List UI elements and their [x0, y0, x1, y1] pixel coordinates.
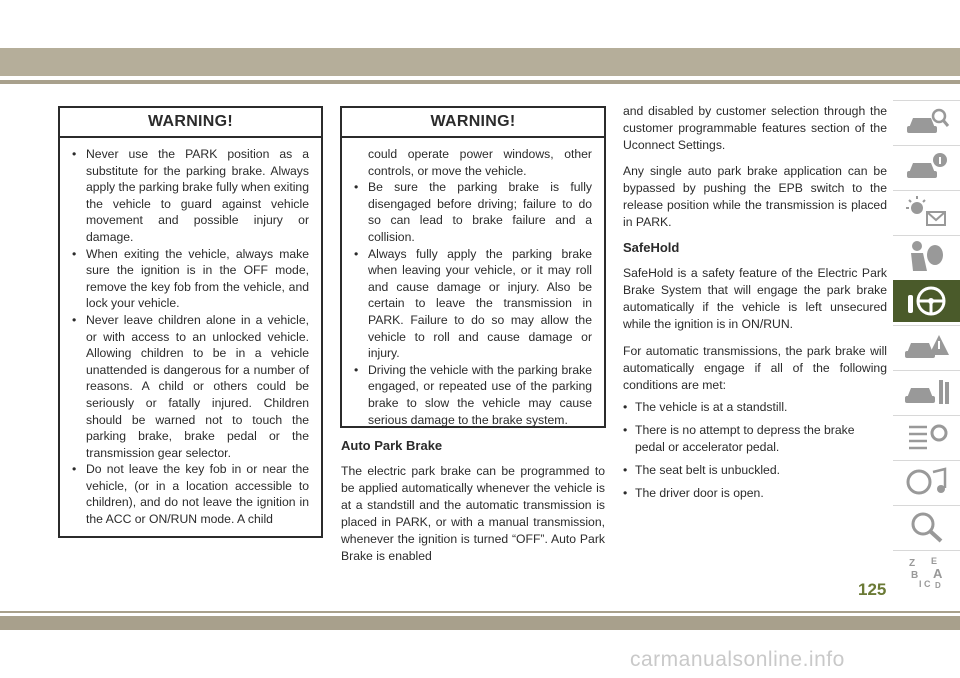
chapter-tabs	[893, 100, 960, 595]
auto-park-paragraph: The electric park brake can be programmed to be applied automatically whenever the vehicle is at a standstill and the automatic transmission is placed in PARK, or with a manual transmission, whenever the ignition is turned “OFF”. Auto Park Brake is enabled	[341, 464, 605, 563]
warning-list	[60, 146, 321, 528]
footer-band	[0, 616, 960, 630]
tab-technical-specs[interactable]	[893, 415, 960, 457]
warning-heading: WARNING!	[342, 108, 604, 138]
tab-index[interactable]	[893, 550, 960, 592]
steering-wheel-key-icon	[903, 283, 951, 319]
tab-instrument-panel[interactable]	[893, 190, 960, 232]
watermark: carmanualsonline.info	[630, 648, 845, 671]
warning-heading: WARNING!	[60, 108, 321, 138]
tab-getting-to-know[interactable]	[893, 100, 960, 142]
tab-customer-assistance[interactable]	[893, 505, 960, 547]
svg-text:E: E	[930, 555, 937, 566]
paragraph: Any single auto park brake application can be bypassed by pushing the EPB switch to the release position while the transmission is placed in PARK.	[623, 164, 887, 229]
warning-item: • Never use the PARK position as a substitute for the parking brake. Always apply the parking brake fully when exiting the vehicle to guard against vehicle movement and possible injury or damage.	[72, 146, 309, 246]
warning-item: • Be sure the parking brake is fully disengaged before driving; failure to do so can lead to brake failure and a collision.	[354, 179, 592, 245]
svg-text:Z: Z	[908, 557, 915, 569]
header-band	[0, 48, 960, 76]
svg-text:D: D	[934, 580, 941, 590]
paragraph: SafeHold is a safety feature of the Electric Park Brake System that will engage the park brake automatically if the vehicle is left unsecured while the ignition is in ON/RUN.	[623, 266, 887, 331]
condition-bullet: • The seat belt is unbuckled.	[623, 462, 887, 479]
warning-item: • Always fully apply the parking brake when leaving your vehicle, or it may roll and cause damage or injury. Also be certain to leave the transmission in PARK. Failure to do so may allow the vehicle to roll and cause damage or injury.	[354, 246, 592, 362]
car-warning-icon	[903, 329, 951, 365]
tab-in-case-of-emergency[interactable]	[893, 325, 960, 367]
paragraph: and disabled by customer selection through the customer programmable features section of the Uconnect Settings.	[623, 104, 887, 152]
warning-list	[342, 179, 604, 428]
car-tools-icon	[903, 374, 951, 410]
page-number: 125	[858, 580, 887, 599]
warning-item: • Driving the vehicle with the parking brake engaged, or repeated use of the parking brake to slow the vehicle may cause serious damage to the brake system.	[354, 362, 592, 428]
condition-bullet: • The driver door is open.	[623, 485, 887, 502]
tab-servicing[interactable]	[893, 370, 960, 412]
magnifier-icon	[903, 509, 951, 545]
condition-bullet: • There is no attempt to depress the brake pedal or accelerator pedal.	[623, 422, 887, 456]
tab-safety[interactable]	[893, 235, 960, 277]
condition-bullet: • The vehicle is at a standstill.	[623, 399, 887, 416]
tab-multimedia[interactable]	[893, 460, 960, 502]
middle-warning-box	[340, 106, 606, 428]
svg-text:I C: I C	[918, 578, 931, 589]
car-search-icon	[903, 104, 951, 140]
alphabet-index-icon	[903, 554, 951, 590]
media-music-icon	[903, 464, 951, 500]
left-warning-box	[58, 106, 323, 538]
paragraph: For automatic transmissions, the park brake will automatically engage if all of the following conditions are met:	[623, 344, 887, 392]
dashboard-lights-icon	[903, 194, 951, 230]
svg-text:A: A	[932, 565, 942, 581]
auto-park-heading: Auto Park Brake	[341, 438, 443, 453]
svg-text:B: B	[910, 569, 918, 581]
warning-item: • Never leave children alone in a vehicle, or with access to an unlocked vehicle. Allowing children to be in a vehicle unattended is dangerous for a number of reasons. A child or others could be seriously or fatally injured. Children should be warned not to touch the parking brake, brake pedal or the transmission gear selector.	[72, 312, 309, 461]
tab-starting-operating[interactable]	[893, 280, 960, 322]
tab-vehicle-info[interactable]	[893, 145, 960, 187]
warning-continuation: could operate power windows, other controls, or move the vehicle.	[368, 147, 592, 178]
airbag-passenger-icon	[903, 239, 951, 275]
header-rule	[0, 80, 960, 84]
warning-item: • When exiting the vehicle, always make sure the ignition is in the OFF mode, remove the key fob from the vehicle, and lock your vehicle.	[72, 246, 309, 312]
safehold-heading: SafeHold	[623, 240, 680, 255]
footer-rule	[0, 611, 960, 613]
car-info-icon	[903, 149, 951, 185]
warning-item: • Do not leave the key fob in or near the vehicle, (or in a location accessible to children), and do not leave the ignition in the ACC or ON/RUN mode. A child	[72, 461, 309, 527]
checklist-gear-icon	[903, 419, 951, 455]
